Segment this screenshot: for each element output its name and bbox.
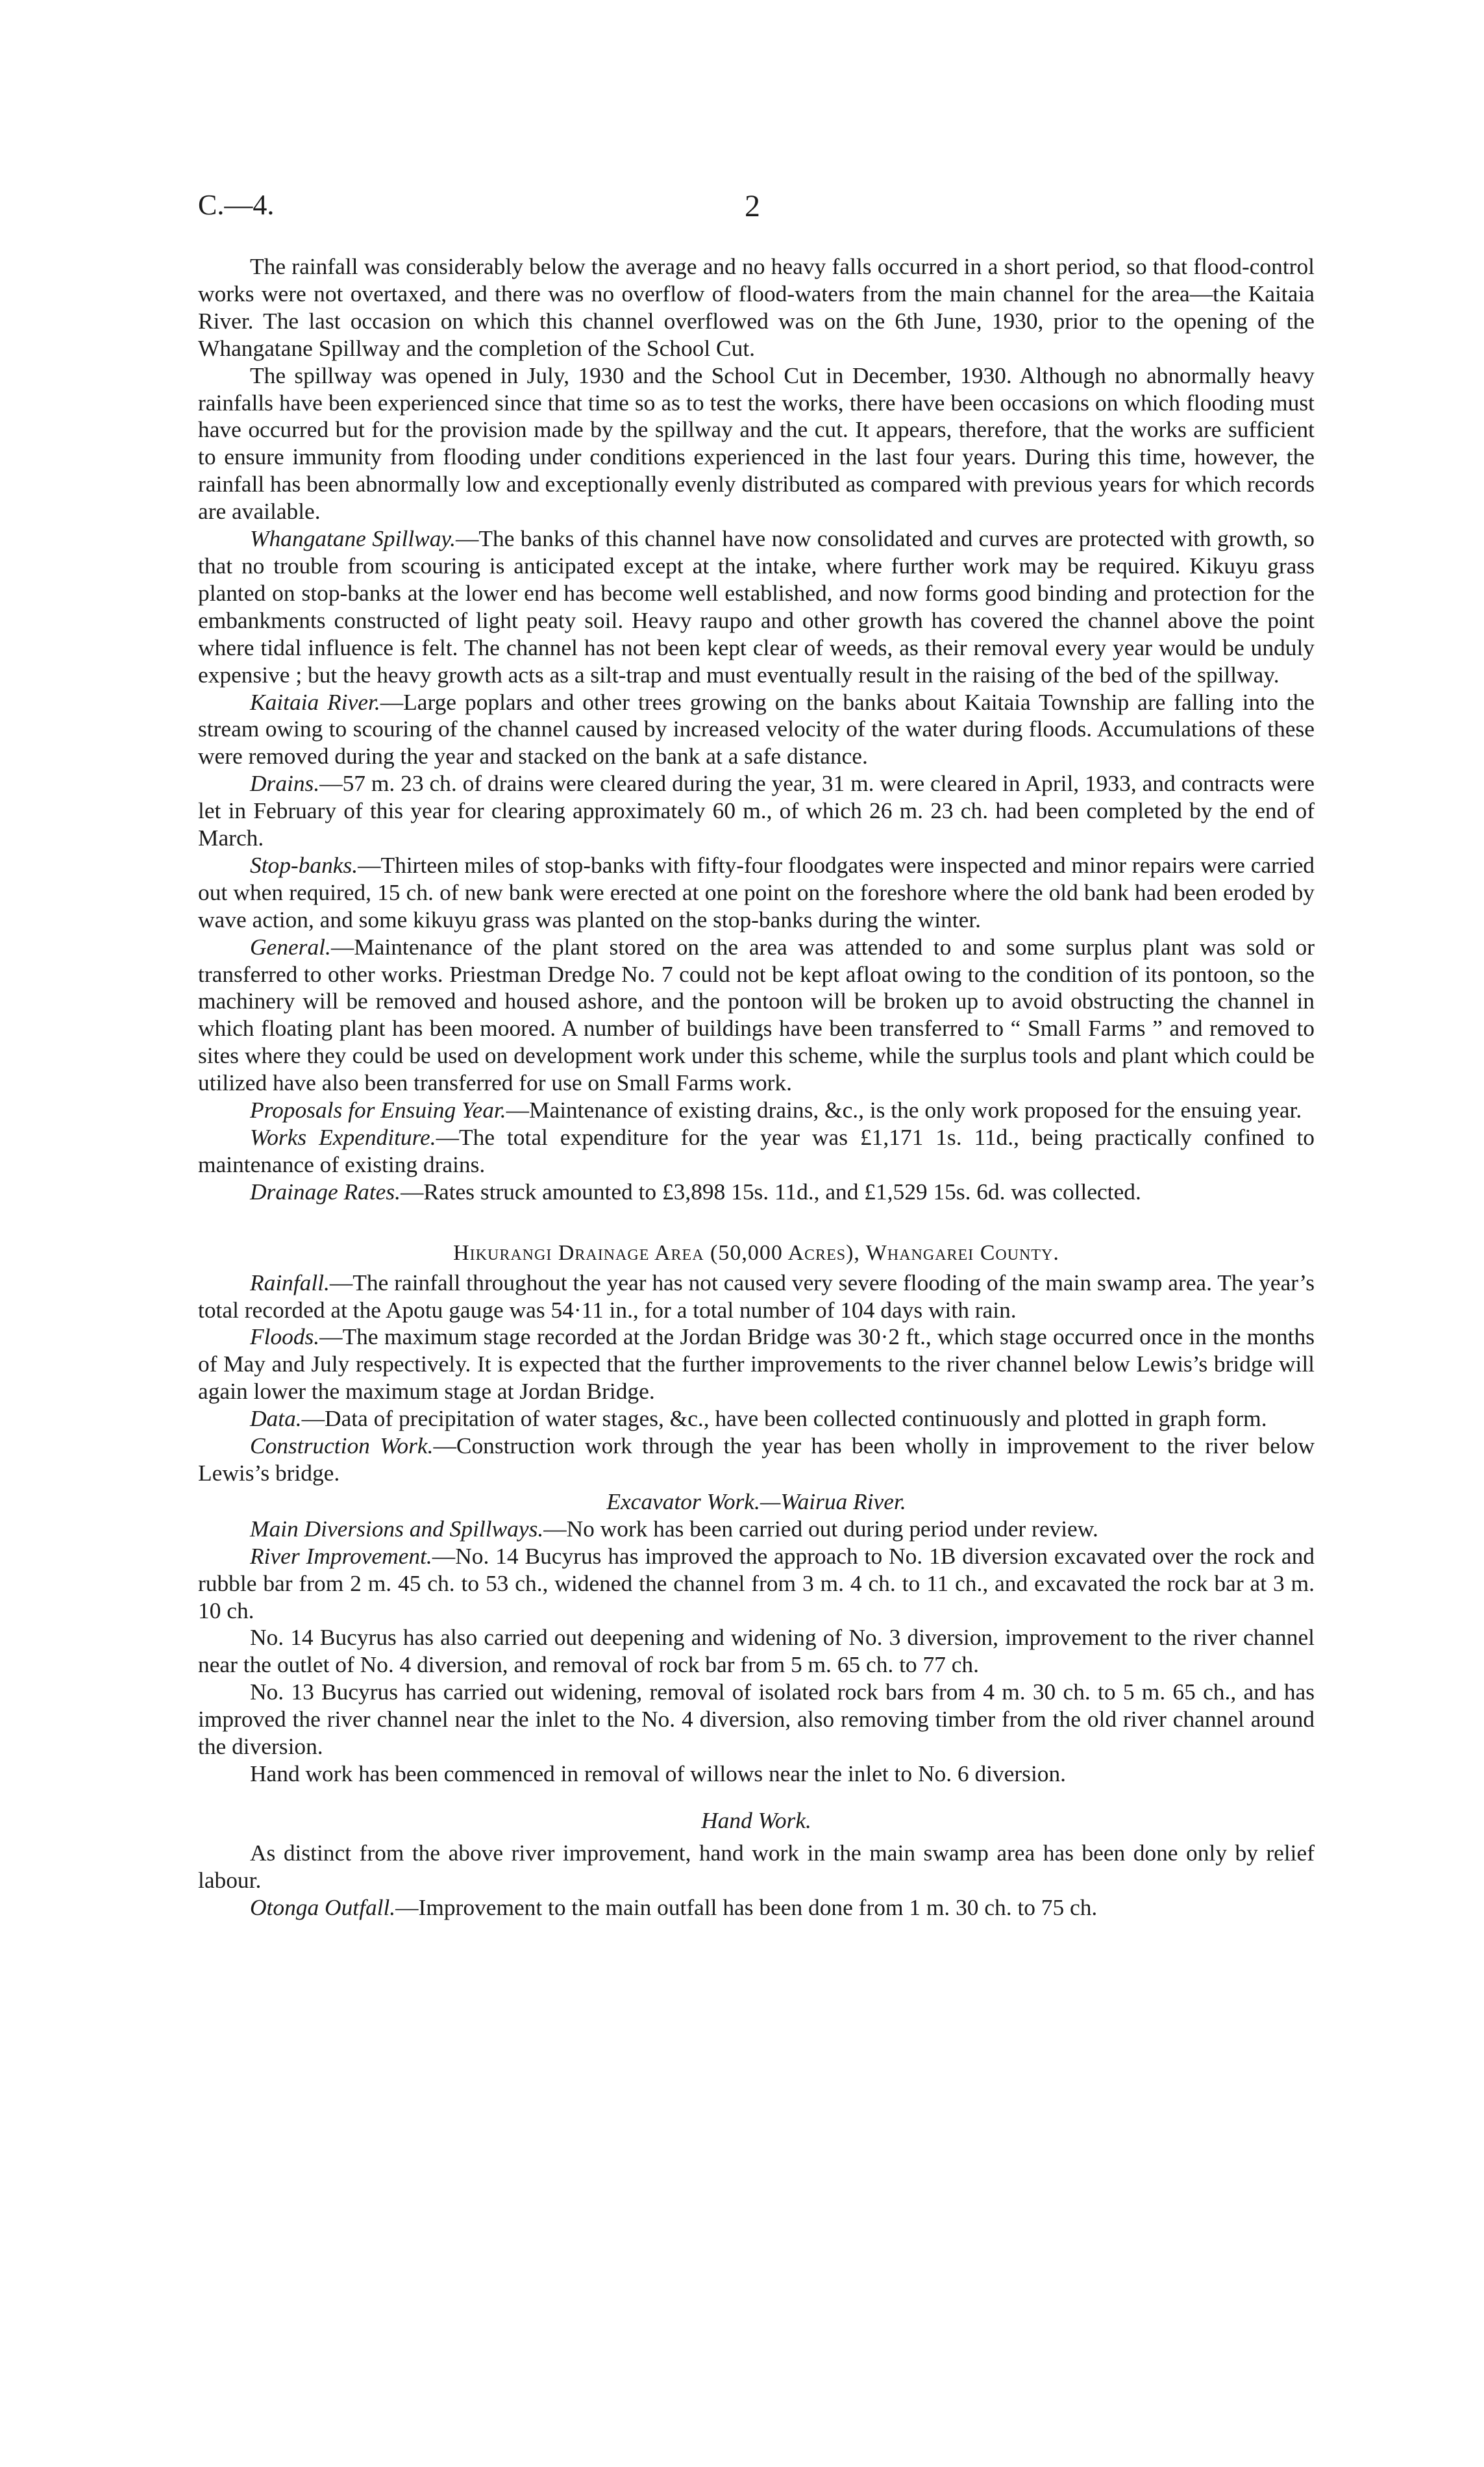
section-title: Hikurangi Drainage Area (50,000 Acres), Whangarei County.: [453, 1240, 1059, 1265]
paragraph-text: —Maintenance of the plant stored on the area was attended to and some surplus plant was sold or transferred to other works. Priestman Dredge No. 7 could not be kept afloat owing to the condition of its pontoon, so the machinery will be removed and housed ashore, and the pontoon will be broken up to avoid obstructing the channel in which floating plant has been moored. A number of buildings have been transferred to “ Small Farms ” and removed to sites where they could be used on development work under this scheme, while the surplus tools and plant which could be utilized have also been transferred for use on Small Farms work.: [198, 933, 1315, 1096]
report-reference: C.—4.: [198, 189, 275, 221]
paragraph-heading: Main Diversions and Spillways.: [250, 1515, 544, 1542]
document-body: [198, 253, 1315, 1921]
paragraph-text: —Maintenance of existing drains, &c., is the only work proposed for the ensuing year.: [506, 1097, 1302, 1123]
paragraph-text: —Construction work through the year has been wholly in improvement to the river below Lewis’s bridge.: [198, 1433, 1315, 1486]
paragraph-heading: Stop-banks.: [250, 851, 358, 878]
subsection-title: Excavator Work.—Wairua River.: [606, 1488, 906, 1514]
paragraph-heading: Drains.: [250, 770, 320, 797]
paragraph-text: —Improvement to the main outfall has been done from 1 m. 30 ch. to 75 ch.: [395, 1894, 1098, 1920]
paragraph: As distinct from the above river improvement, hand work in the main swamp area has been done only by relief labour.: [198, 1839, 1315, 1893]
paragraph: [198, 1323, 1315, 1405]
paragraph-heading: Whangatane Spillway.: [250, 525, 456, 552]
paragraph: [198, 1097, 1315, 1124]
paragraph: [198, 1516, 1315, 1543]
paragraph: [198, 1894, 1315, 1922]
paragraph-text: —The banks of this channel have now consolidated and curves are protected with growth, so that no trouble from scouring is anticipated except at the intake, where further work may be required. Kikuyu grass planted on stop-banks at the lower end has become well established, and now forms good binding and protection for the embankments constructed of light peaty soil. Heavy raupo and other growth has covered the channel above the point where tidal influence is felt. The channel has not been kept clear of weeds, as their removal every year would be unduly expensive ; but the heavy growth acts as a silt-trap and must eventually result in the raising of the bed of the spillway.: [198, 525, 1315, 688]
paragraph-text: —No. 14 Bucyrus has improved the approach to No. 1B diversion excavated over the rock and rubble bar from 2 m. 45 ch. to 53 ch., widened the channel from 3 m. 4 ch. to 11 ch., and excavated the rock bar at 3 m. 10 ch.: [198, 1542, 1315, 1623]
paragraph-heading: River Improvement.: [250, 1542, 432, 1569]
paragraph-heading: Rainfall.: [250, 1269, 330, 1296]
paragraph: The spillway was opened in July, 1930 and the School Cut in December, 1930. Although no abnormally heavy rainfalls have been experienced since that time so as to test the works, there have been occasions on which flooding must have occurred but for the provision made by the spillway and the cut. It appears, therefore, that the works are sufficient to ensure immunity from flooding under conditions experienced in the last four years. During this time, however, the rainfall has been abnormally low and exceptionally evenly distributed as compared with previous years for which records are available.: [198, 362, 1315, 525]
paragraph-text: —No work has been carried out during period under review.: [543, 1515, 1098, 1542]
paragraph-text: —Large poplars and other trees growing on the banks about Kaitaia Township are falling into the stream owing to scouring of the channel caused by increased velocity of the water during floods. Accumulations of these were removed during the year and stacked on the bank at a safe distance.: [198, 688, 1315, 770]
paragraph: [198, 1124, 1315, 1179]
paragraph-text: —The rainfall throughout the year has not caused very severe flooding of the main swamp area. The year’s total recorded at the Apotu gauge was 54·11 in., for a total number of 104 days with rain.: [198, 1269, 1315, 1323]
paragraph: [198, 852, 1315, 934]
paragraph-text: —Rates struck amounted to £3,898 15s. 11d., and £1,529 15s. 6d. was collected.: [400, 1178, 1141, 1205]
paragraph-heading: Construction Work.: [250, 1433, 434, 1459]
paragraph-heading: Kaitaia River.: [250, 688, 380, 715]
paragraph: [198, 689, 1315, 771]
paragraph-heading: Works Expenditure.: [250, 1124, 436, 1150]
paragraph-text: —Data of precipitation of water stages, &c., have been collected continuously and plotted in graph form.: [301, 1405, 1267, 1432]
paragraph-heading: Otonga Outfall.: [250, 1894, 396, 1920]
paragraph-heading: Floods.: [250, 1323, 320, 1350]
paragraph: [198, 1543, 1315, 1625]
paragraph: [198, 1433, 1315, 1487]
paragraph: The rainfall was considerably below the average and no heavy falls occurred in a short period, so that flood-control works were not overtaxed, and there was no overflow of flood-waters from the main channel for the area—the Kaitaia River. The last occasion on which this channel overflowed was on the 6th June, 1930, prior to the opening of the Whangatane Spillway and the completion of the School Cut.: [198, 253, 1315, 361]
subsection-title: Hand Work.: [701, 1807, 811, 1833]
paragraph: No. 14 Bucyrus has also carried out deepening and widening of No. 3 diversion, improvement to the river channel near the outlet of No. 4 diversion, and removal of rock bar from 5 m. 65 ch. to 77 ch.: [198, 1624, 1315, 1678]
paragraph: [198, 1270, 1315, 1324]
paragraph-heading: Drainage Rates.: [250, 1178, 401, 1205]
paragraph-text: —57 m. 23 ch. of drains were cleared during the year, 31 m. were cleared in April, 1933, and contracts were let in February of this year for clearing approximately 60 m., of which 26 m. 23 ch. had been completed by the end of March.: [198, 770, 1315, 851]
paragraph: [198, 934, 1315, 1097]
paragraph-text: —The maximum stage recorded at the Jordan Bridge was 30·2 ft., which stage occurred once in the months of May and July respectively. It is expected that the further improvements to the river channel below Lewis’s bridge will again lower the maximum stage at Jordan Bridge.: [198, 1323, 1315, 1405]
paragraph: No. 13 Bucyrus has carried out widening, removal of isolated rock bars from 4 m. 30 ch. to 5 m. 65 ch., and has improved the river channel near the inlet to the No. 4 diversion, also removing timber from the old river channel around the diversion.: [198, 1679, 1315, 1760]
paragraph: [198, 1179, 1315, 1206]
page-number: 2: [745, 189, 760, 223]
paragraph: [198, 525, 1315, 688]
paragraph-heading: General.: [250, 933, 331, 960]
page-header: [198, 188, 1315, 234]
paragraph: Hand work has been commenced in removal of willows near the inlet to No. 6 diversion.: [250, 1760, 1067, 1786]
paragraph-heading: Proposals for Ensuing Year.: [250, 1097, 506, 1123]
paragraph-heading: Data.: [250, 1405, 302, 1432]
paragraph: [198, 770, 1315, 852]
paragraph: [198, 1405, 1315, 1433]
paragraph-text: —The total expenditure for the year was £1,171 1s. 11d., being practically confined to maintenance of existing drains.: [198, 1124, 1315, 1177]
paragraph-text: —Thirteen miles of stop-banks with fifty-four floodgates were inspected and minor repairs were carried out when required, 15 ch. of new bank were erected at one point on the foreshore where the old bank had been eroded by wave action, and some kikuyu grass was planted on the stop-banks during the winter.: [198, 851, 1315, 933]
